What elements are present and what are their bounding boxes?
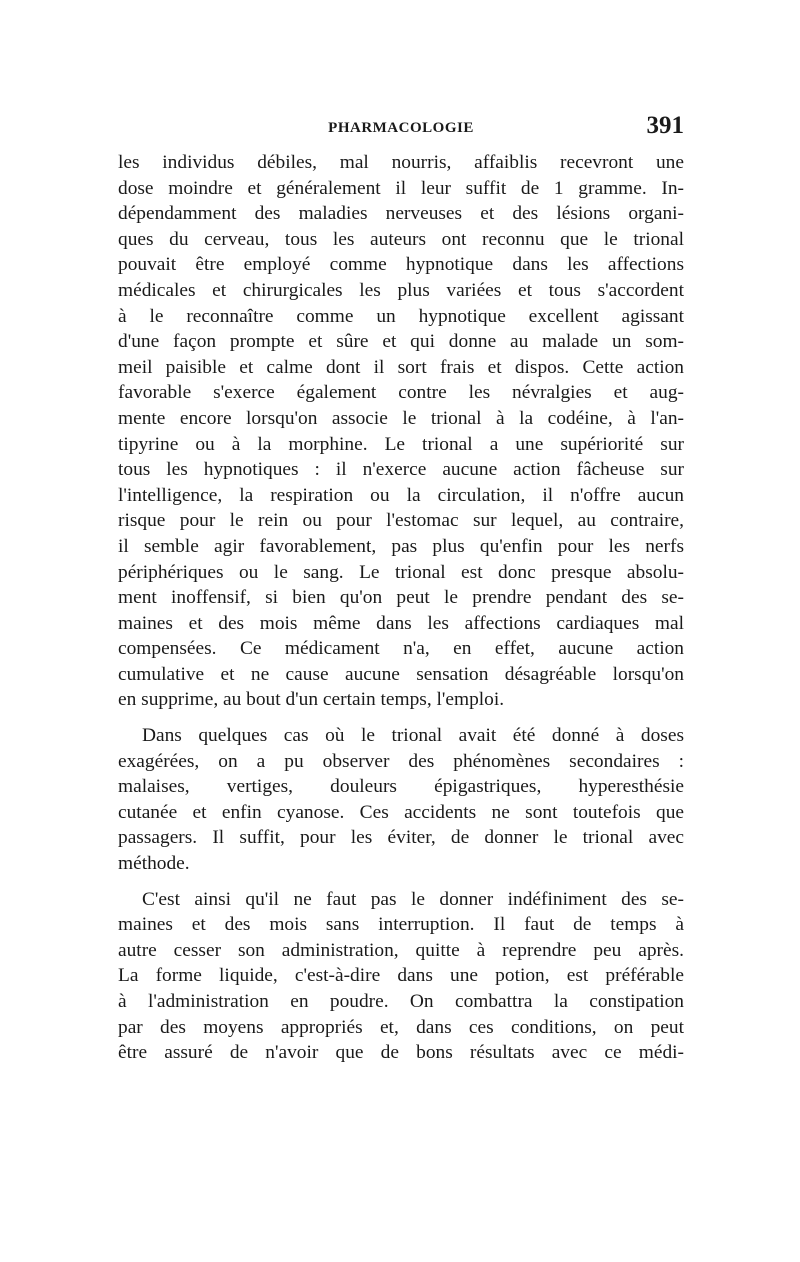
text-line: tous les hypnotiques : il n'exerce aucune action fâcheuse sur [118, 459, 684, 481]
text-line: ment inoffensif, si bien qu'on peut le prendre pendant des se- [118, 587, 684, 609]
text-line: cutanée et enfin cyanose. Ces accidents ne sont toutefois que [118, 801, 684, 823]
paragraph-1 [118, 150, 684, 713]
text-line: C'est ainsi qu'il ne faut pas le donner indéfiniment des se- [142, 888, 684, 910]
text-line: ques du cerveau, tous les auteurs ont reconnu que le trional [118, 228, 684, 250]
text-line: en supprime, au bout d'un certain temps, l'emploi. [118, 689, 505, 711]
text-line: malaises, vertiges, douleurs épigastriques, hyperesthésie [118, 776, 684, 798]
text-line: maines et des mois sans interruption. Il faut de temps à [118, 914, 684, 936]
text-line: les individus débiles, mal nourris, affaiblis recevront une [118, 152, 684, 173]
running-title: PHARMACOLOGIE [328, 120, 474, 136]
text-line: maines et des mois même dans les affections cardiaques mal [118, 612, 684, 634]
text-line: à le reconnaître comme un hypnotique excellent agissant [118, 305, 684, 327]
text-line: à l'administration en poudre. On combattra la constipation [118, 991, 684, 1012]
text-line: meil paisible et calme dont il sort frais et dispos. Cette action [118, 356, 684, 378]
text-line: être assuré de n'avoir que de bons résultats avec ce médi- [118, 1042, 684, 1064]
text-line: favorable s'exerce également contre les névralgies et aug- [118, 382, 684, 404]
text-line: médicales et chirurgicales les plus variées et tous s'accordent [118, 279, 684, 301]
text-line: pouvait être employé comme hypnotique dans les affections [118, 254, 684, 276]
text-line: tipyrine ou à la morphine. Le trional a une supériorité sur [118, 433, 684, 455]
running-header [118, 112, 684, 146]
text-line: méthode. [118, 853, 190, 875]
page-number: 391 [646, 112, 684, 139]
text-line: cumulative et ne cause aucune sensation désagréable lorsqu'on [118, 663, 684, 685]
text-line: périphériques ou le sang. Le trional est donc presque absolu- [118, 561, 684, 583]
text-line: il semble agir favorablement, pas plus qu'enfin pour les nerfs [118, 535, 684, 557]
text-line: exagérées, on a pu observer des phénomènes secondaires : [118, 750, 684, 772]
text-line: dépendamment des maladies nerveuses et des lésions organi- [118, 203, 684, 225]
text-line: autre cesser son administration, quitte à reprendre peu après. [118, 939, 684, 961]
text-line: Dans quelques cas où le trional avait été donné à doses [142, 725, 684, 747]
text-line: par des moyens appropriés et, dans ces conditions, on peut [118, 1016, 684, 1038]
text-line: d'une façon prompte et sûre et qui donne au malade un som- [118, 331, 684, 353]
text-line: La forme liquide, c'est-à-dire dans une potion, est préférable [118, 965, 684, 987]
paragraph-2 [118, 723, 684, 877]
text-line: l'intelligence, la respiration ou la circulation, il n'offre aucun [118, 484, 684, 506]
text-line: mente encore lorsqu'on associe le trional à la codéine, à l'an- [118, 407, 684, 429]
body-text [118, 150, 684, 1066]
text-line: dose moindre et généralement il leur suffit de 1 gramme. In- [118, 177, 684, 199]
text-line: compensées. Ce médicament n'a, en effet, aucune action [118, 638, 684, 660]
text-line: risque pour le rein ou pour l'estomac sur lequel, au contraire, [118, 510, 684, 532]
text-line: passagers. Il suffit, pour les éviter, de donner le trional avec [118, 827, 684, 849]
paragraph-3 [118, 887, 684, 1066]
